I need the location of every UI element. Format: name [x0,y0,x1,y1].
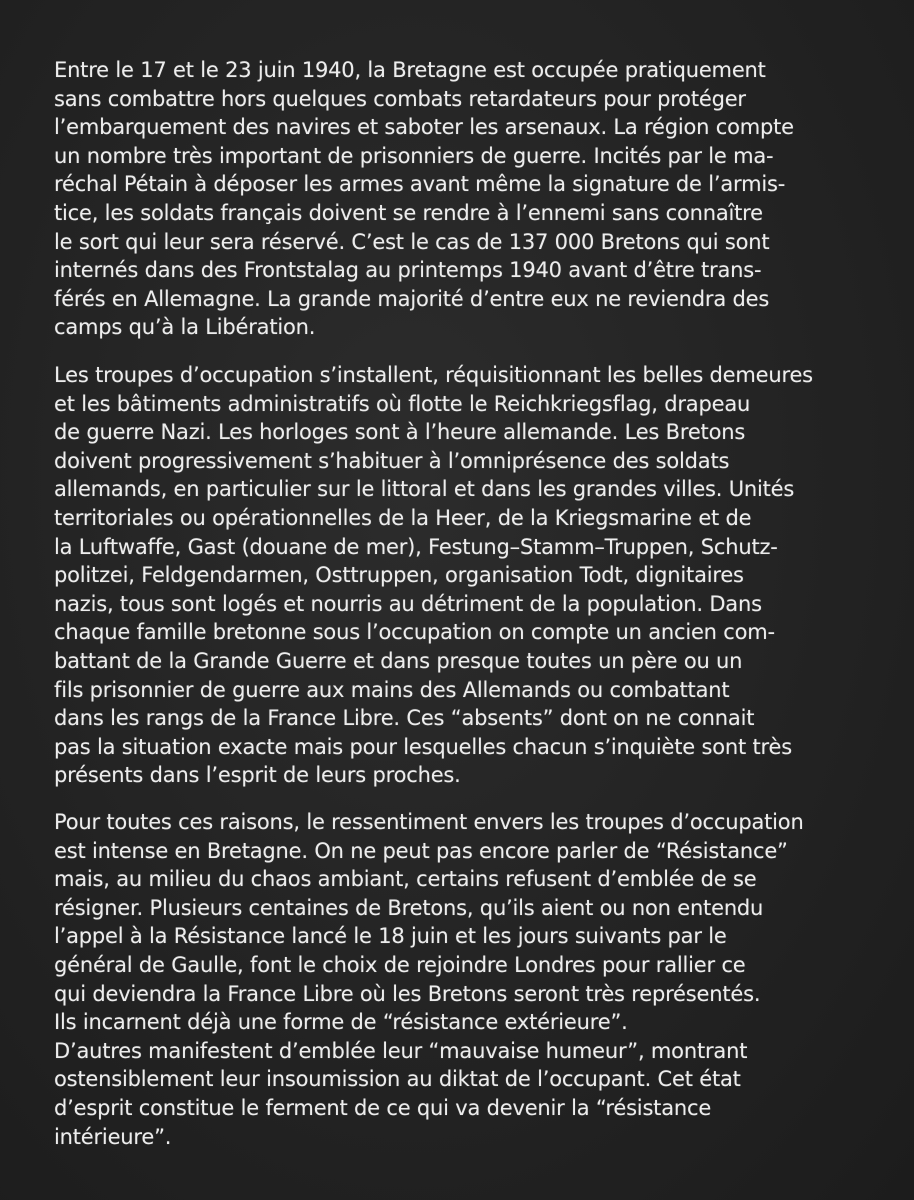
text-line: la Luftwaffe, Gast (douane de mer), Festung–Stamm–Truppen, Schutz- [54,534,778,559]
text-line: le sort qui leur sera réservé. C’est le cas de 137 000 Bretons qui sont [54,229,770,254]
text-line: doivent progressivement s’habituer à l’omniprésence des soldats [54,448,730,473]
text-line: qui deviendra la France Libre où les Bretons seront très représentés. [54,981,761,1006]
text-line: Pour toutes ces raisons, le ressentiment envers les troupes d’occupation [54,810,804,834]
text-line: tice, les soldats français doivent se rendre à l’ennemi sans connaître [54,200,763,225]
text-line: un nombre très important de prisonniers de guerre. Incités par le ma- [54,143,774,168]
text-line: Les troupes d’occupation s’installent, réquisitionnant les belles demeures [54,363,813,387]
text-line: d’esprit constitue le ferment de ce qui va devenir la “résistance [54,1095,712,1120]
text-line: battant de la Grande Guerre et dans presque toutes un père ou un [54,648,743,673]
paragraph-2 [54,361,874,790]
text-line: est intense en Bretagne. On ne peut pas encore parler de “Résistance” [54,838,788,863]
text-line: fils prisonnier de guerre aux mains des Allemands ou combattant [54,677,730,702]
paragraph-3 [54,808,874,1151]
text-line: de guerre Nazi. Les horloges sont à l’heure allemande. Les Bretons [54,420,746,445]
text-line: internés dans des Frontstalag au printemps 1940 avant d’être trans- [54,258,762,283]
text-line: nazis, tous sont logés et nourris au détriment de la population. Dans [54,591,762,616]
text-line: l’embarquement des navires et saboter les arsenaux. La région compte [54,115,794,140]
text-line: pas la situation exacte mais pour lesquelles chacun s’inquiète sont très [54,734,792,759]
text-line: sans combattre hors quelques combats retardateurs pour protéger [54,86,746,111]
text-line: D’autres manifestent d’emblée leur “mauvaise humeur”, montrant [54,1038,748,1063]
text-line: dans les rangs de la France Libre. Ces “absents” dont on ne connait [54,706,755,731]
text-line: ostensiblement leur insoumission au diktat de l’occupant. Cet état [54,1067,741,1092]
text-line: réchal Pétain à déposer les armes avant même la signature de l’armis- [54,172,786,197]
text-line: camps qu’à la Libération. [54,315,316,340]
text-line: Ils incarnent déjà une forme de “résistance extérieure”. [54,1010,628,1035]
text-line: général de Gaulle, font le choix de rejoindre Londres pour rallier ce [54,952,746,977]
text-line: politzei, Feldgendarmen, Osttruppen, organisation Todt, dignitaires [54,563,744,588]
text-line: férés en Allemagne. La grande majorité d’entre eux ne reviendra des [54,286,770,311]
text-line: allemands, en particulier sur le littoral et dans les grandes villes. Unités [54,477,795,502]
text-line: résigner. Plusieurs centaines de Bretons, qu’ils aient ou non entendu [54,895,764,920]
text-line: et les bâtiments administratifs où flotte le Reichkriegsflag, drapeau [54,391,751,416]
paragraph-1 [54,56,874,342]
text-line: territoriales ou opérationnelles de la Heer, de la Kriegsmarine et de [54,505,752,530]
text-line: présents dans l’esprit de leurs proches. [54,763,461,788]
text-line: mais, au milieu du chaos ambiant, certains refusent d’emblée de se [54,867,757,892]
text-line: chaque famille bretonne sous l’occupation on compte un ancien com- [54,620,775,645]
text-line: intérieure”. [54,1124,172,1149]
text-line: l’appel à la Résistance lancé le 18 juin et les jours suivants par le [54,924,727,949]
text-line: Entre le 17 et le 23 juin 1940, la Bretagne est occupée pratiquement [54,58,766,82]
